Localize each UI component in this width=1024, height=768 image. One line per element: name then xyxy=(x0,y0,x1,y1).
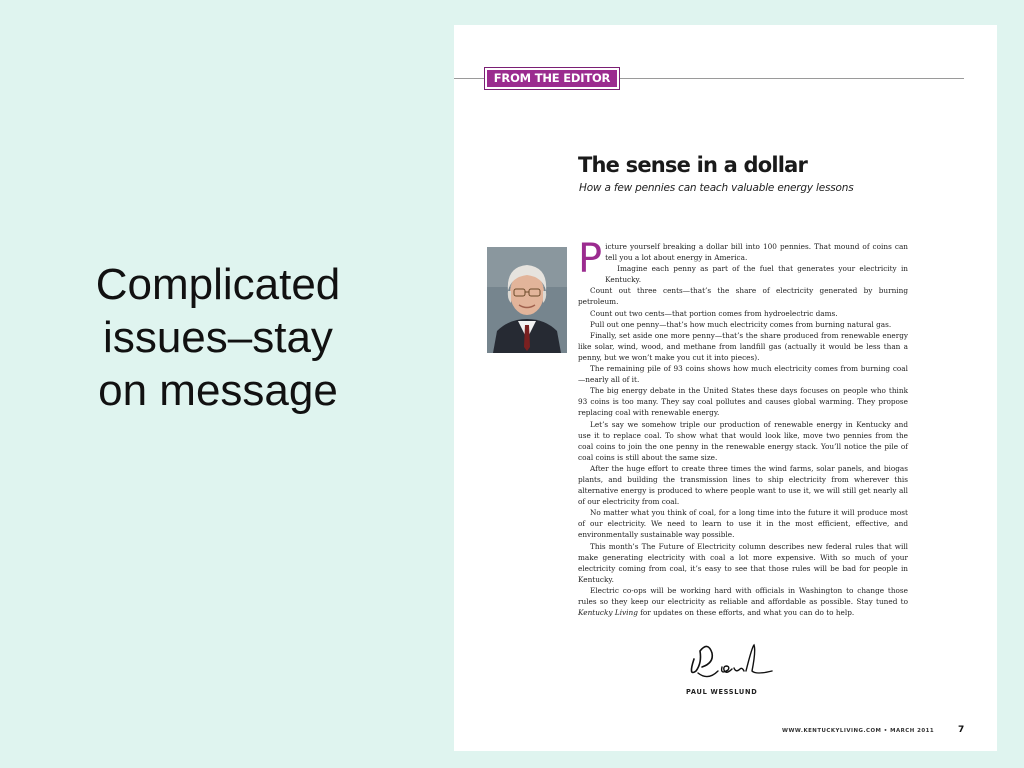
header-rule-left xyxy=(454,78,484,79)
article-body xyxy=(578,236,908,618)
article-paragraph: This month’s The Future of Electricity column describes new federal rules that will make generating electricity with coal a lot more expensive. With so much of your electricity coming from coal, it’s easy to see that those rules will be bad for people in Kentucky. xyxy=(578,541,908,584)
article-paragraph: Electric co-ops will be working hard with officials in Washington to change those rules so they keep our electricity as reliable and affordable as possible. Stay tuned to Kentucky Living for updates on these efforts, and what you can do to help. xyxy=(578,585,908,618)
slide-title-line-2: issues–stay xyxy=(103,313,333,362)
author-name: PAUL WESSLUND xyxy=(686,688,758,696)
article-paragraph: Imagine each penny as part of the fuel that generates your electricity in Kentucky. xyxy=(605,264,908,285)
article-paragraph: No matter what you think of coal, for a long time into the future it will produce most of our electricity. We need to learn to use it in the most efficient, effective, and environmentally sustainable way possible. xyxy=(578,508,908,540)
section-tag xyxy=(484,67,620,90)
article-paragraph: Count out two cents—that portion comes from hydroelectric dams. xyxy=(590,308,838,318)
header-rule-right xyxy=(620,78,964,79)
slide-title xyxy=(40,258,396,417)
article-paragraph: After the huge effort to create three times the wind farms, solar panels, and biogas plants, and building the transmission lines to ship electricity from wherever this alternative energy is produced to where people want to use it, we will still get nearly all of our electricity from coal. xyxy=(578,463,908,507)
magazine-page-image xyxy=(454,25,997,751)
author-photo xyxy=(487,247,567,353)
author-portrait-image xyxy=(487,247,567,353)
publication-name: Kentucky Living xyxy=(578,608,638,618)
section-tag-label: FROM THE EDITOR xyxy=(487,70,617,87)
article-paragraph: The remaining pile of 93 coins shows how much electricity comes from burning coal—nearly all of it. xyxy=(578,364,908,385)
article-paragraph: Picture yourself breaking a dollar bill into 100 pennies. That mound of coins can tell you a lot about energy in America. xyxy=(578,236,908,282)
article-headline: The sense in a dollar xyxy=(578,153,808,177)
slide-title-line-1: Complicated xyxy=(95,260,341,309)
signature-image xyxy=(686,637,782,687)
article-paragraph: Let’s say we somehow triple our production of renewable energy in Kentucky and use it to replace coal. To show what that would look like, move two pennies from the coal coins to join the one penny in the renewable energy stack. You’ll notice the pile of coal coins is still about the same size. xyxy=(578,419,908,462)
article-paragraph: Pull out one penny—that’s how much electricity comes from burning natural gas. xyxy=(590,319,892,329)
slide-title-line-3: on message xyxy=(98,366,338,415)
article-paragraph: Count out three cents—that’s the share of electricity generated by burning petroleum. xyxy=(578,286,908,307)
page-footer: WWW.KENTUCKYLIVING.COM • MARCH 2011 xyxy=(782,728,935,734)
article-paragraph: Finally, set aside one more penny—that’s the share produced from renewable energy like solar, wind, wood, and methane from landfill gas (actually it would be less than a penny, but we won’t make you cut it into pieces). xyxy=(578,330,908,362)
article-subhead: How a few pennies can teach valuable energy lessons xyxy=(579,182,854,194)
article-paragraph: The big energy debate in the United States these days focuses on people who think 93 coins is too many. They say coal pollutes and causes global warming. They propose replacing coal with renewable energy. xyxy=(578,386,908,418)
drop-cap: P xyxy=(578,236,603,282)
page-number: 7 xyxy=(958,725,965,735)
